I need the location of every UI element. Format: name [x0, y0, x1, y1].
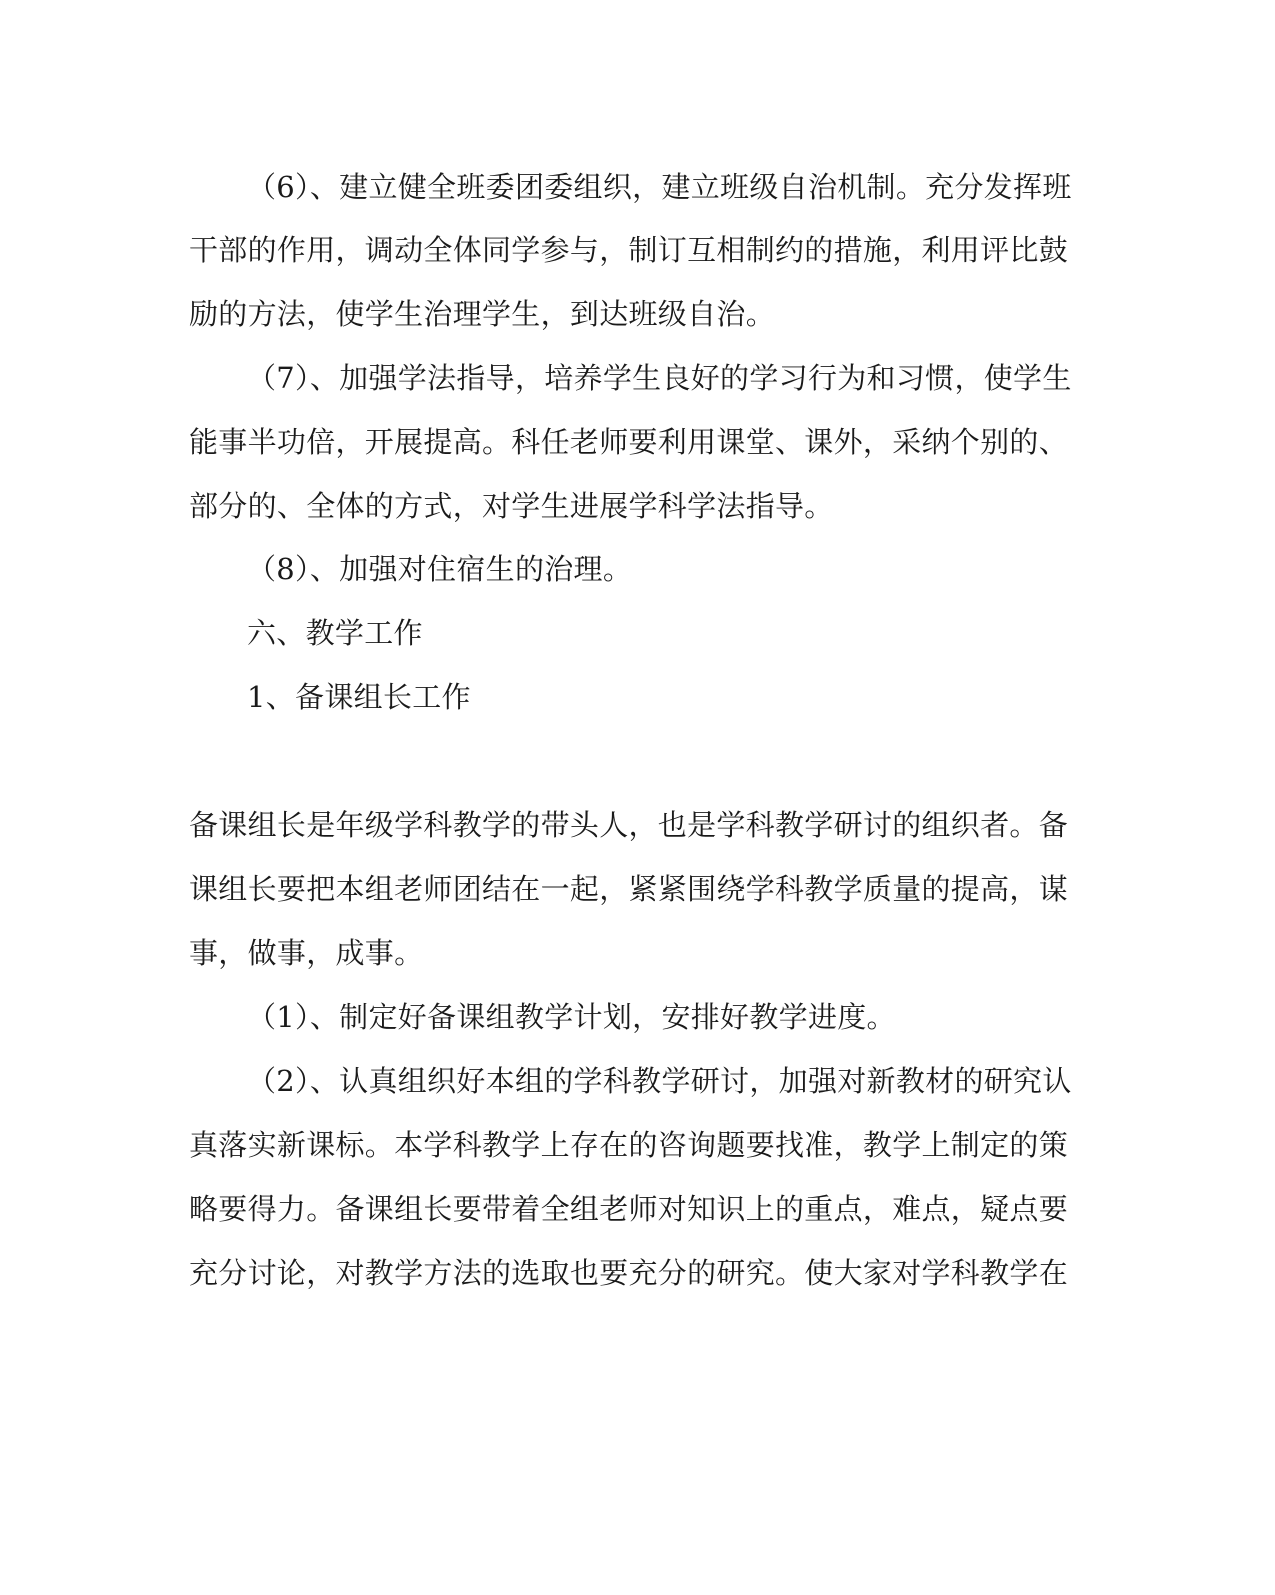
- text-line: （8）、加强对住宿生的治理。: [247, 552, 633, 586]
- text-line: （7）、加强学法指导，培养学生良好的学习行为和习惯，使学生: [247, 361, 1072, 395]
- text-line: 略要得力。备课组长要带着全组老师对知识上的重点，难点，疑点要: [189, 1192, 1069, 1226]
- text-line: （6）、建立健全班委团委组织，建立班级自治机制。充分发挥班: [247, 170, 1072, 204]
- text-line: 备课组长是年级学科教学的带头人，也是学科教学研讨的组织者。备: [189, 808, 1069, 842]
- subsection-heading: 1、备课组长工作: [247, 680, 471, 714]
- text-line: 干部的作用，调动全体同学参与，制订互相制约的措施，利用评比鼓: [189, 233, 1069, 267]
- text-line: 部分的、全体的方式，对学生进展学科学法指导。: [189, 489, 834, 523]
- text-line: 充分讨论，对教学方法的选取也要充分的研究。使大家对学科教学在: [189, 1256, 1069, 1290]
- text-line: 事，做事，成事。: [189, 936, 424, 970]
- text-line: （2）、认真组织好本组的学科教学研讨，加强对新教材的研究认: [247, 1064, 1072, 1098]
- text-line: 励的方法，使学生治理学生，到达班级自治。: [189, 297, 776, 331]
- text-line: （1）、制定好备课组教学计划，安排好教学进度。: [247, 1000, 896, 1034]
- text-line: 课组长要把本组老师团结在一起，紧紧围绕学科教学质量的提高，谋: [189, 872, 1069, 906]
- text-line: 真落实新课标。本学科教学上存在的咨询题要找准，教学上制定的策: [189, 1128, 1069, 1162]
- section-heading: 六、教学工作: [247, 616, 423, 650]
- text-line: 能事半功倍，开展提高。科任老师要利用课堂、课外，采纳个别的、: [189, 425, 1069, 459]
